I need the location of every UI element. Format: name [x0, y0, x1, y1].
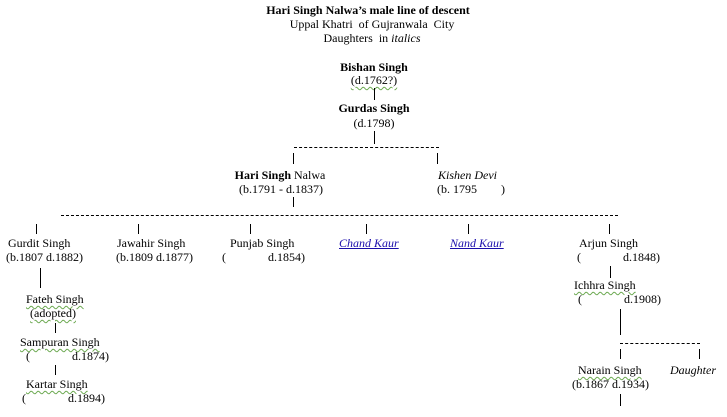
- person-narain-singh: Narain Singh: [578, 363, 642, 377]
- connector-gurdit: [36, 224, 37, 234]
- dates-gurdas-singh: (d.1798): [353, 116, 395, 130]
- person-gurdit-singh: Gurdit Singh: [8, 236, 71, 250]
- person-bishan-singh: Bishan Singh: [340, 60, 408, 74]
- person-arjun-singh: Arjun Singh: [579, 236, 639, 250]
- person-kishen-devi: Kishen Devi: [438, 168, 497, 182]
- connector-hari-children: [61, 215, 618, 216]
- connector-punjab: [250, 224, 251, 234]
- dates-jawahir-singh: (b.1809 d.1877): [116, 250, 193, 264]
- person-daughter: Daughter: [670, 363, 716, 377]
- dates-sampuran-singh: ( d.1874): [26, 349, 109, 363]
- chart-note: [324, 32, 421, 45]
- connector-bishan-gurdas: [374, 88, 375, 100]
- connector-chand: [366, 224, 367, 234]
- dates-narain-singh: (b.1867 d.1934): [572, 377, 649, 391]
- person-kartar-singh: Kartar Singh: [26, 377, 88, 391]
- hari-name-rest: Nalwa: [291, 168, 326, 182]
- dates-punjab-singh: ( d.1854): [222, 250, 305, 264]
- person-ichhra-singh: Ichhra Singh: [574, 278, 636, 292]
- dates-kishen-devi: (b. 1795 ): [437, 182, 505, 196]
- note-prefix: Daughters in: [323, 31, 392, 45]
- chart-title: Hari Singh Nalwa’s male line of descent: [266, 3, 470, 17]
- hari-name-bold: Hari Singh: [234, 168, 292, 182]
- chart-subtitle: Uppal Khatri of Gujranwala City: [289, 17, 455, 31]
- person-sampuran-singh: Sampuran Singh: [20, 335, 100, 349]
- person-gurdas-singh: Gurdas Singh: [338, 101, 410, 115]
- connector-gurdas-down: [374, 131, 375, 144]
- person-hari-singh-nalwa: [235, 169, 326, 182]
- connector-gurdas-children: [294, 147, 439, 148]
- dates-kartar-singh: ( d.1894): [22, 391, 105, 405]
- dates-arjun-singh: ( d.1848): [577, 250, 660, 264]
- connector-kishen: [437, 153, 438, 164]
- connector-narain: [620, 349, 621, 359]
- dates-bishan-singh: (d.1762?): [350, 73, 398, 87]
- person-fateh-singh: Fateh Singh: [26, 292, 84, 306]
- connector-arjun-ichhra: [610, 266, 611, 278]
- connector-arjun: [609, 224, 610, 234]
- dates-ichhra-singh: ( d.1908): [578, 292, 661, 306]
- connector-hari: [293, 153, 294, 164]
- connector-ichhra-down: [620, 309, 621, 335]
- dates-hari-singh-nalwa: (b.1791 - d.1837): [239, 182, 323, 196]
- connector-fateh-sampuran: [55, 323, 56, 333]
- connector-hari-down: [293, 197, 294, 207]
- connector-jawahir: [138, 224, 139, 234]
- connector-ichhra-children: [620, 343, 700, 344]
- person-jawahir-singh: Jawahir Singh: [117, 236, 186, 250]
- person-chand-kaur[interactable]: Chand Kaur: [339, 236, 399, 250]
- connector-sampuran-kartar: [55, 365, 56, 375]
- connector-gurdit-fateh: [40, 268, 41, 288]
- connector-narain-down: [620, 394, 621, 406]
- connector-nand: [468, 224, 469, 234]
- person-nand-kaur[interactable]: Nand Kaur: [450, 236, 504, 250]
- connector-daughter: [699, 349, 700, 359]
- person-punjab-singh: Punjab Singh: [230, 236, 295, 250]
- note-italic: italics: [391, 31, 421, 45]
- dates-fateh-singh: (adopted): [30, 306, 76, 320]
- dates-gurdit-singh: (b.1807 d.1882): [6, 250, 83, 264]
